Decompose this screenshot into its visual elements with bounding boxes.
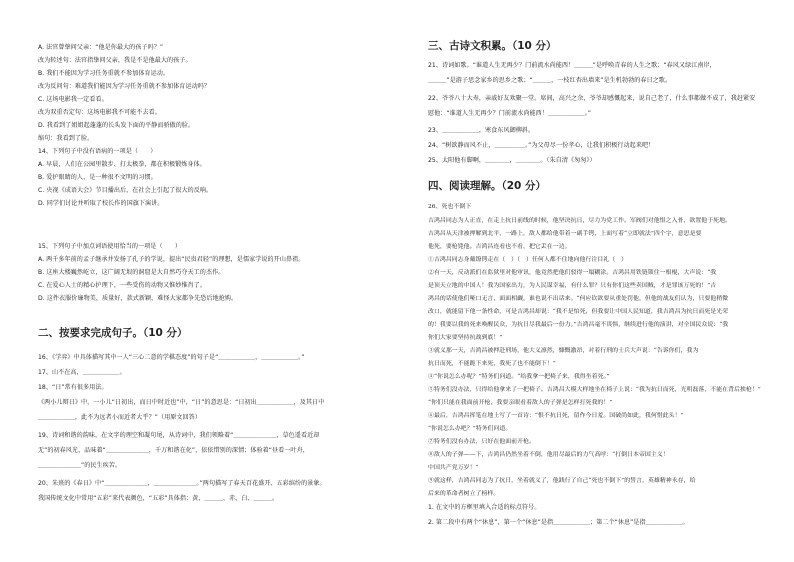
reading-question-1: 1. 在文中的方框里填入合适的标点符号。	[428, 504, 541, 511]
q13-line-4: 改为反问句：难道我们能因为学习任务重就不参加体育运动吗？	[38, 83, 211, 90]
q17: 17、山不在高，＿＿＿＿＿＿。	[38, 369, 126, 376]
q14-option-c: C. 央视《成语大会》节目播出后，在社会上引起了很大的反响。	[38, 187, 213, 194]
story-line-4: ①吉鸿昌同志身戴镣铐走在（ ）（ ）任何人都不住地向他行注目礼（ ）	[428, 257, 628, 263]
q13-line-1: A. 法官曾挚问父亲：“他是你最大的孩子吗？”	[38, 44, 164, 51]
q23: 23、＿＿＿＿＿＿，寒食东风御柳斜。	[428, 127, 535, 134]
story-line-12: 抗日而死，不能跪下来死，我死了也不能倒下！”	[428, 361, 556, 367]
q15-option-b: B. 这座大楼巍然屹立，这广阔无垠的洞窟是大自然巧夺天工的杰作。	[38, 269, 225, 276]
q24: 24、“树欲静而风不止，＿＿＿＿＿。”为父母尽一份孝心，让我们积极行动起来吧！	[428, 142, 655, 149]
section-2-title: 二、按要求完成句子。（10 分）	[38, 327, 188, 339]
q13-line-6: 改为双重否定句：这场电影我不可能不去看。	[38, 109, 161, 116]
q22-line-1: 22、爷爷八十大寿，亲戚好友欢聚一堂。席间，高兴之余，爷爷却感慨起来，说自己老了，什么事都做不成了，我赶紧安	[428, 95, 756, 102]
story-line-19: ⑧敌人的子弹——下，吉鸿昌仍然坐着不倒，他用尽最后的力气高呼：“打倒日本帝国主义！	[428, 452, 669, 458]
q13-line-5: C. 这场电影我一定看看。	[38, 96, 108, 103]
q18-stem: 18、“日”常有很多用法。	[38, 384, 108, 391]
story-line-1: 吉鸿昌同志为人正直，在走上抗日前线的时候，他坚决抗日，尽力为党工作。军阀们对他恨之入骨，欲置他于死地。	[428, 218, 731, 224]
section-4-title: 四、阅读理解。（20 分）	[428, 180, 547, 192]
story-line-17: “你说怎么办吧？”特务们问道。	[428, 426, 512, 432]
q18-line-3: ＿＿＿＿＿＿，此不为远者小而近者大乎？”（用原文回答）	[38, 414, 201, 421]
q13-line-7: D. 我看到了姐姐起蓬蓬的长头发下面的平静而骄傲的脸。	[38, 122, 195, 129]
q19-line-3: ＿＿＿＿＿＿＿”的民生疾苦。	[38, 462, 122, 469]
story-line-22: 后来的革命者树立了榜样。	[428, 491, 500, 497]
q15-option-a: A. 两千多年前的孟子继承并发扬了孔子的学说，提出“民贵君轻”的理想，是儒家学说的开山鼻祖。	[38, 256, 305, 263]
story-line-2: 吉鸿昌从天津被押解到北平，一路上，敌人都给他带着一副手铐，上面写着“立即就法”四个字，意思是要	[428, 231, 702, 237]
q21-line-2: ＿＿＿”是游子思念家乡的思乡之歌；“＿＿＿，一枝红杏出墙来”是生机勃勃的春日之歌。	[428, 77, 672, 84]
story-line-3: 他死，要枪毙他。吉鸿昌连看也不看，把它丢在一边。	[428, 244, 571, 250]
q20-line-2: 我国传统文化中常用“五彩”来代表颜色，“五彩”具体指：黄、＿＿＿、赤、白、＿＿＿。	[38, 495, 279, 502]
story-line-11: ③就义那一天，吉鸿昌被押赴刑场，他大义凛然，慷慨激昂，对着行刑的士兵大声说：“告诉你们，我为	[428, 348, 699, 354]
story-line-6: 是顶天立地的中国人！我为国家出力，为人民谋幸福，有什么罪？只有你们这些卖国贼，才是罪该万死的！”吉	[428, 283, 717, 289]
q16: 16、《学弈》中具体描写其中一人“三心二意的学棋态度”的句子是“＿＿＿＿＿＿，＿＿＿＿＿＿。”	[38, 354, 305, 361]
q13-line-8: 缩句：我看到了脸。	[38, 135, 94, 142]
story-line-10: 你们大家要坚持抗战到底！”	[428, 335, 503, 341]
story-line-14: ⑤特务们没办法，只得给他拿来了一把椅子。吉鸿昌大模大样地坐在椅子上说：“我为抗日而死，光明磊落，不能在背后挨枪！”	[428, 387, 761, 393]
passage-heading: 26、死也不倒下	[428, 204, 472, 210]
q13-line-2: 改为转述句：法官指挚问父亲，我是不是他最大的孩子。	[38, 57, 192, 64]
q14-option-b: B. 爱护眼睛的人，是一种很不文明的习惯。	[38, 174, 157, 181]
q14-stem: 14、下列句子中没有语病的一项是（ ）	[38, 148, 157, 155]
q15-stem: 15、下列句子中加点词语使用恰当的一项是（ ）	[38, 243, 182, 250]
q15-option-c: C. 在爱心人士的精心护理下，一些受伤的动物又惟妙惟肖了。	[38, 282, 207, 289]
q25: 25、太阳他有脚啊，＿＿＿＿，＿＿＿＿。（朱自清《匆匆》）	[428, 157, 596, 164]
q20-line-1: 20、朱熹的《春日》中“＿＿＿＿＿＿＿，＿＿＿＿＿＿＿。”两句描写了春天百花盛开、五彩缤纷的景象。	[38, 480, 326, 487]
story-line-8: 改口，就能留下他一条性命，可是吉鸿昌却说：“我不是怕死，但我要让中国人民知道，我吉鸿昌为抗日而死是光荣	[428, 309, 729, 315]
q19-line-2: 无”的初春风光，品味着“＿＿＿＿＿＿＿，千万和谐在化”，依依惜别的深情；体验着“昼看一叶舟，	[38, 447, 309, 454]
section-3-title: 三、古诗文积累。（10 分）	[428, 40, 557, 52]
story-line-16: ⑥最后，吉鸿昌挥笔在地上写了一首诗：“恨不抗日死，留作今日羞。国破尚如此，我何惜此头！”	[428, 413, 684, 419]
q13-line-3: B. 我们不能因为学习任务重就不参加体育运动。	[38, 70, 170, 77]
q18-line-2: 《两小儿辩日》中，一小儿“日初出，而日中时近也”中，“日”的意思是：“日初出＿＿＿＿＿＿，及其日中	[38, 399, 325, 406]
story-line-13: ④“你说怎么办呢？”特务们问道。“给我拿一把椅子来，我得坐着死。”	[428, 374, 610, 380]
q19-line-1: 19、诗词和谐的韵味，在文字的理空和凝句尾，从诗词中，我们领略着“＿＿＿＿＿＿＿，草色遥看近却	[38, 432, 320, 439]
story-line-15: “你们只能在我面前开枪，我要亲眼看着敌人的子弹是怎样打死我的！”	[428, 400, 613, 406]
q21-line-1: 21、诗词如歌。“谁道人生无再少？门前流水尚能西！＿＿＿”是呼唤青春的人生之歌；“春风又绿江南岸，	[428, 62, 716, 69]
q22-line-2: 慰他：“谁道人生无再少？门前流水尚能西！＿＿＿＿＿＿。”	[428, 110, 592, 117]
story-line-5: ②有一天，反动派们在监狱里对他审讯，他竟然把他们驳得一塌糊涂。吉鸿昌用铁链锁住一根棍，大声说：“我	[428, 270, 717, 276]
story-line-9: 的！我要以我的死来唤醒民众，为抗日尽我最后一份力。”吉鸿昌毫不畏惧，继续进行他的演讲，对全国民众说：“我	[428, 322, 729, 328]
q15-option-d: D. 这件衣服价廉物美，质量好，款式新颖，难怪大家都争先恐后地抢购。	[38, 295, 238, 302]
reading-question-2: 2. 第二段中有两个“休息”，第一个“休息”是指＿＿＿＿＿＿；第二个“休息”是指＿＿＿＿＿＿。	[428, 519, 689, 526]
story-line-18: ⑦特务们没有办法，只好在他面前开枪。	[428, 439, 535, 445]
story-line-7: 鸿昌的话使他们哑口无言，面面相觑，谁也说不出话来。“何应钦欲要从重处罚他，但他的战友们认为，只要他稍微	[428, 296, 729, 302]
q14-option-a: A. 早晨，人们在公园里散步、打太极拳，都在积极锻炼身体。	[38, 161, 206, 168]
story-line-20: 中国共产党万岁！”	[428, 465, 479, 471]
q14-option-d: D. 同学们讨论并听取了校长作的国旗下演讲。	[38, 200, 164, 207]
story-line-21: ⑨就这样，吉鸿昌同志为了抗日，坐着就义了，他践行了自己“死也不倒下”的誓言，英雄精神永存，给	[428, 478, 696, 484]
